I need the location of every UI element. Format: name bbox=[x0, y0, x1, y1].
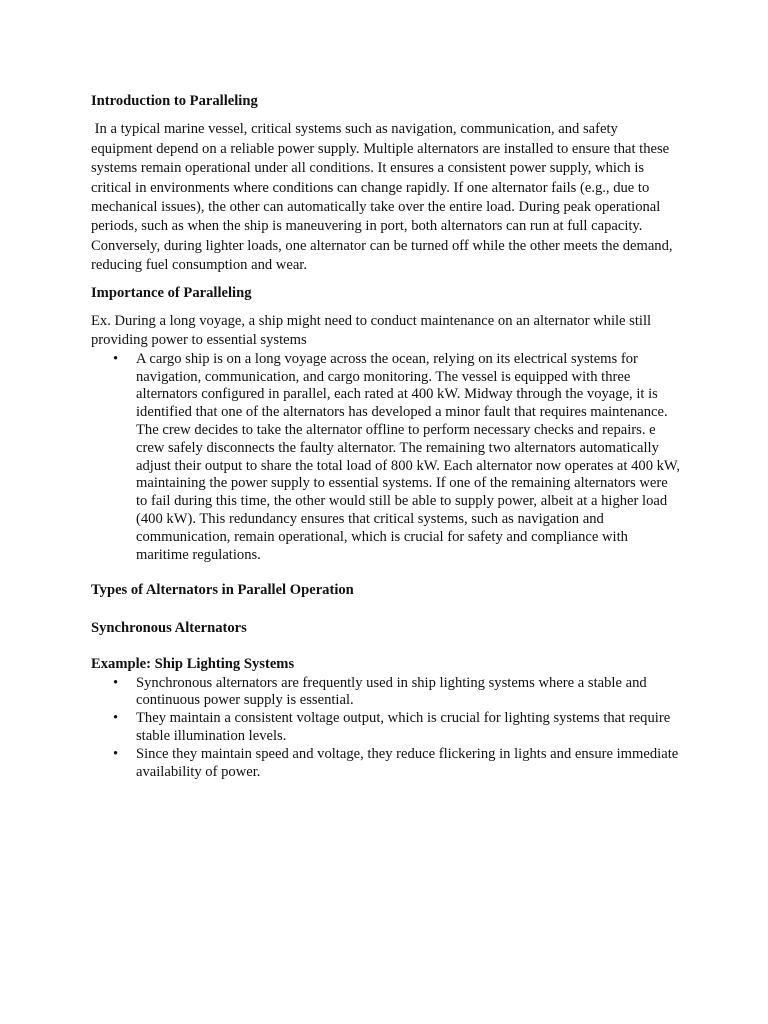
heading-importance: Importance of Paralleling bbox=[91, 284, 252, 301]
heading-types: Types of Alternators in Parallel Operation bbox=[91, 582, 354, 599]
list-item bbox=[91, 710, 681, 746]
paragraph-example: Ex. During a long voyage, a ship might need to conduct maintenance on an alternator while still providing power to essential systems bbox=[91, 313, 652, 349]
list-item-text: Since they maintain speed and voltage, they reduce flickering in lights and ensure immediate availability of power. bbox=[136, 745, 679, 780]
bullet-icon: • bbox=[113, 745, 119, 762]
paragraph-introduction: In a typical marine vessel, critical systems such as navigation, communication, and safety equipment depend on a reliable power supply. Multiple alternators are installed to ensure that these systems remain operational under all conditions. It ensures a consistent power supply, which is critical in environments where conditions can change rapidly. If one alternator fails (e.g., due to mechanical issues), the other can automatically take over the entire load. During peak operational periods, such as when the ship is maneuvering in port, both alternators can run at full capacity. Conversely, during lighter loads, one alternator can be turned off while the other meets the demand, reducing fuel consumption and wear. bbox=[91, 121, 677, 274]
list-item bbox=[91, 746, 681, 782]
bullet-list-importance bbox=[91, 351, 681, 565]
heading-example-lighting: Example: Ship Lighting Systems bbox=[91, 656, 295, 673]
bullet-list-synchronous bbox=[91, 675, 681, 782]
list-item-text: A cargo ship is on a long voyage across the ocean, relying on its electrical systems for navigation, communication, and cargo monitoring. The vessel is equipped with three alternators configured in parallel, each rated at 400 kW. Midway through the voyage, it is identified that one of the alternators has developed a minor fault that requires maintenance. The crew decides to take the alternator offline to perform necessary checks and repairs. e crew safely disconnects the faulty alternator. The remaining two alternators automatically adjust their output to share the total load of 800 kW. Each alternator now operates at 400 kW, maintaining the power supply to essential systems. If one of the remaining alternators were to fail during this time, the other would still be able to supply power, albeit at a higher load (400 kW). This redundancy ensures that critical systems, such as navigation and communication, remain operational, which is crucial for safety and compliance with maritime regulations. bbox=[136, 350, 681, 563]
bullet-icon: • bbox=[113, 350, 119, 367]
heading-introduction: Introduction to Paralleling bbox=[91, 93, 258, 109]
bullet-icon: • bbox=[113, 710, 119, 727]
list-item-text: They maintain a consistent voltage output, which is crucial for lighting systems that require stable illumination levels. bbox=[136, 710, 671, 745]
list-item bbox=[91, 351, 681, 565]
document-page bbox=[91, 92, 681, 781]
heading-synchronous: Synchronous Alternators bbox=[91, 619, 247, 636]
list-item-text: Synchronous alternators are frequently used in ship lighting systems where a stable and continuous power supply is essential. bbox=[136, 674, 647, 709]
bullet-icon: • bbox=[113, 674, 119, 691]
list-item bbox=[91, 675, 681, 711]
